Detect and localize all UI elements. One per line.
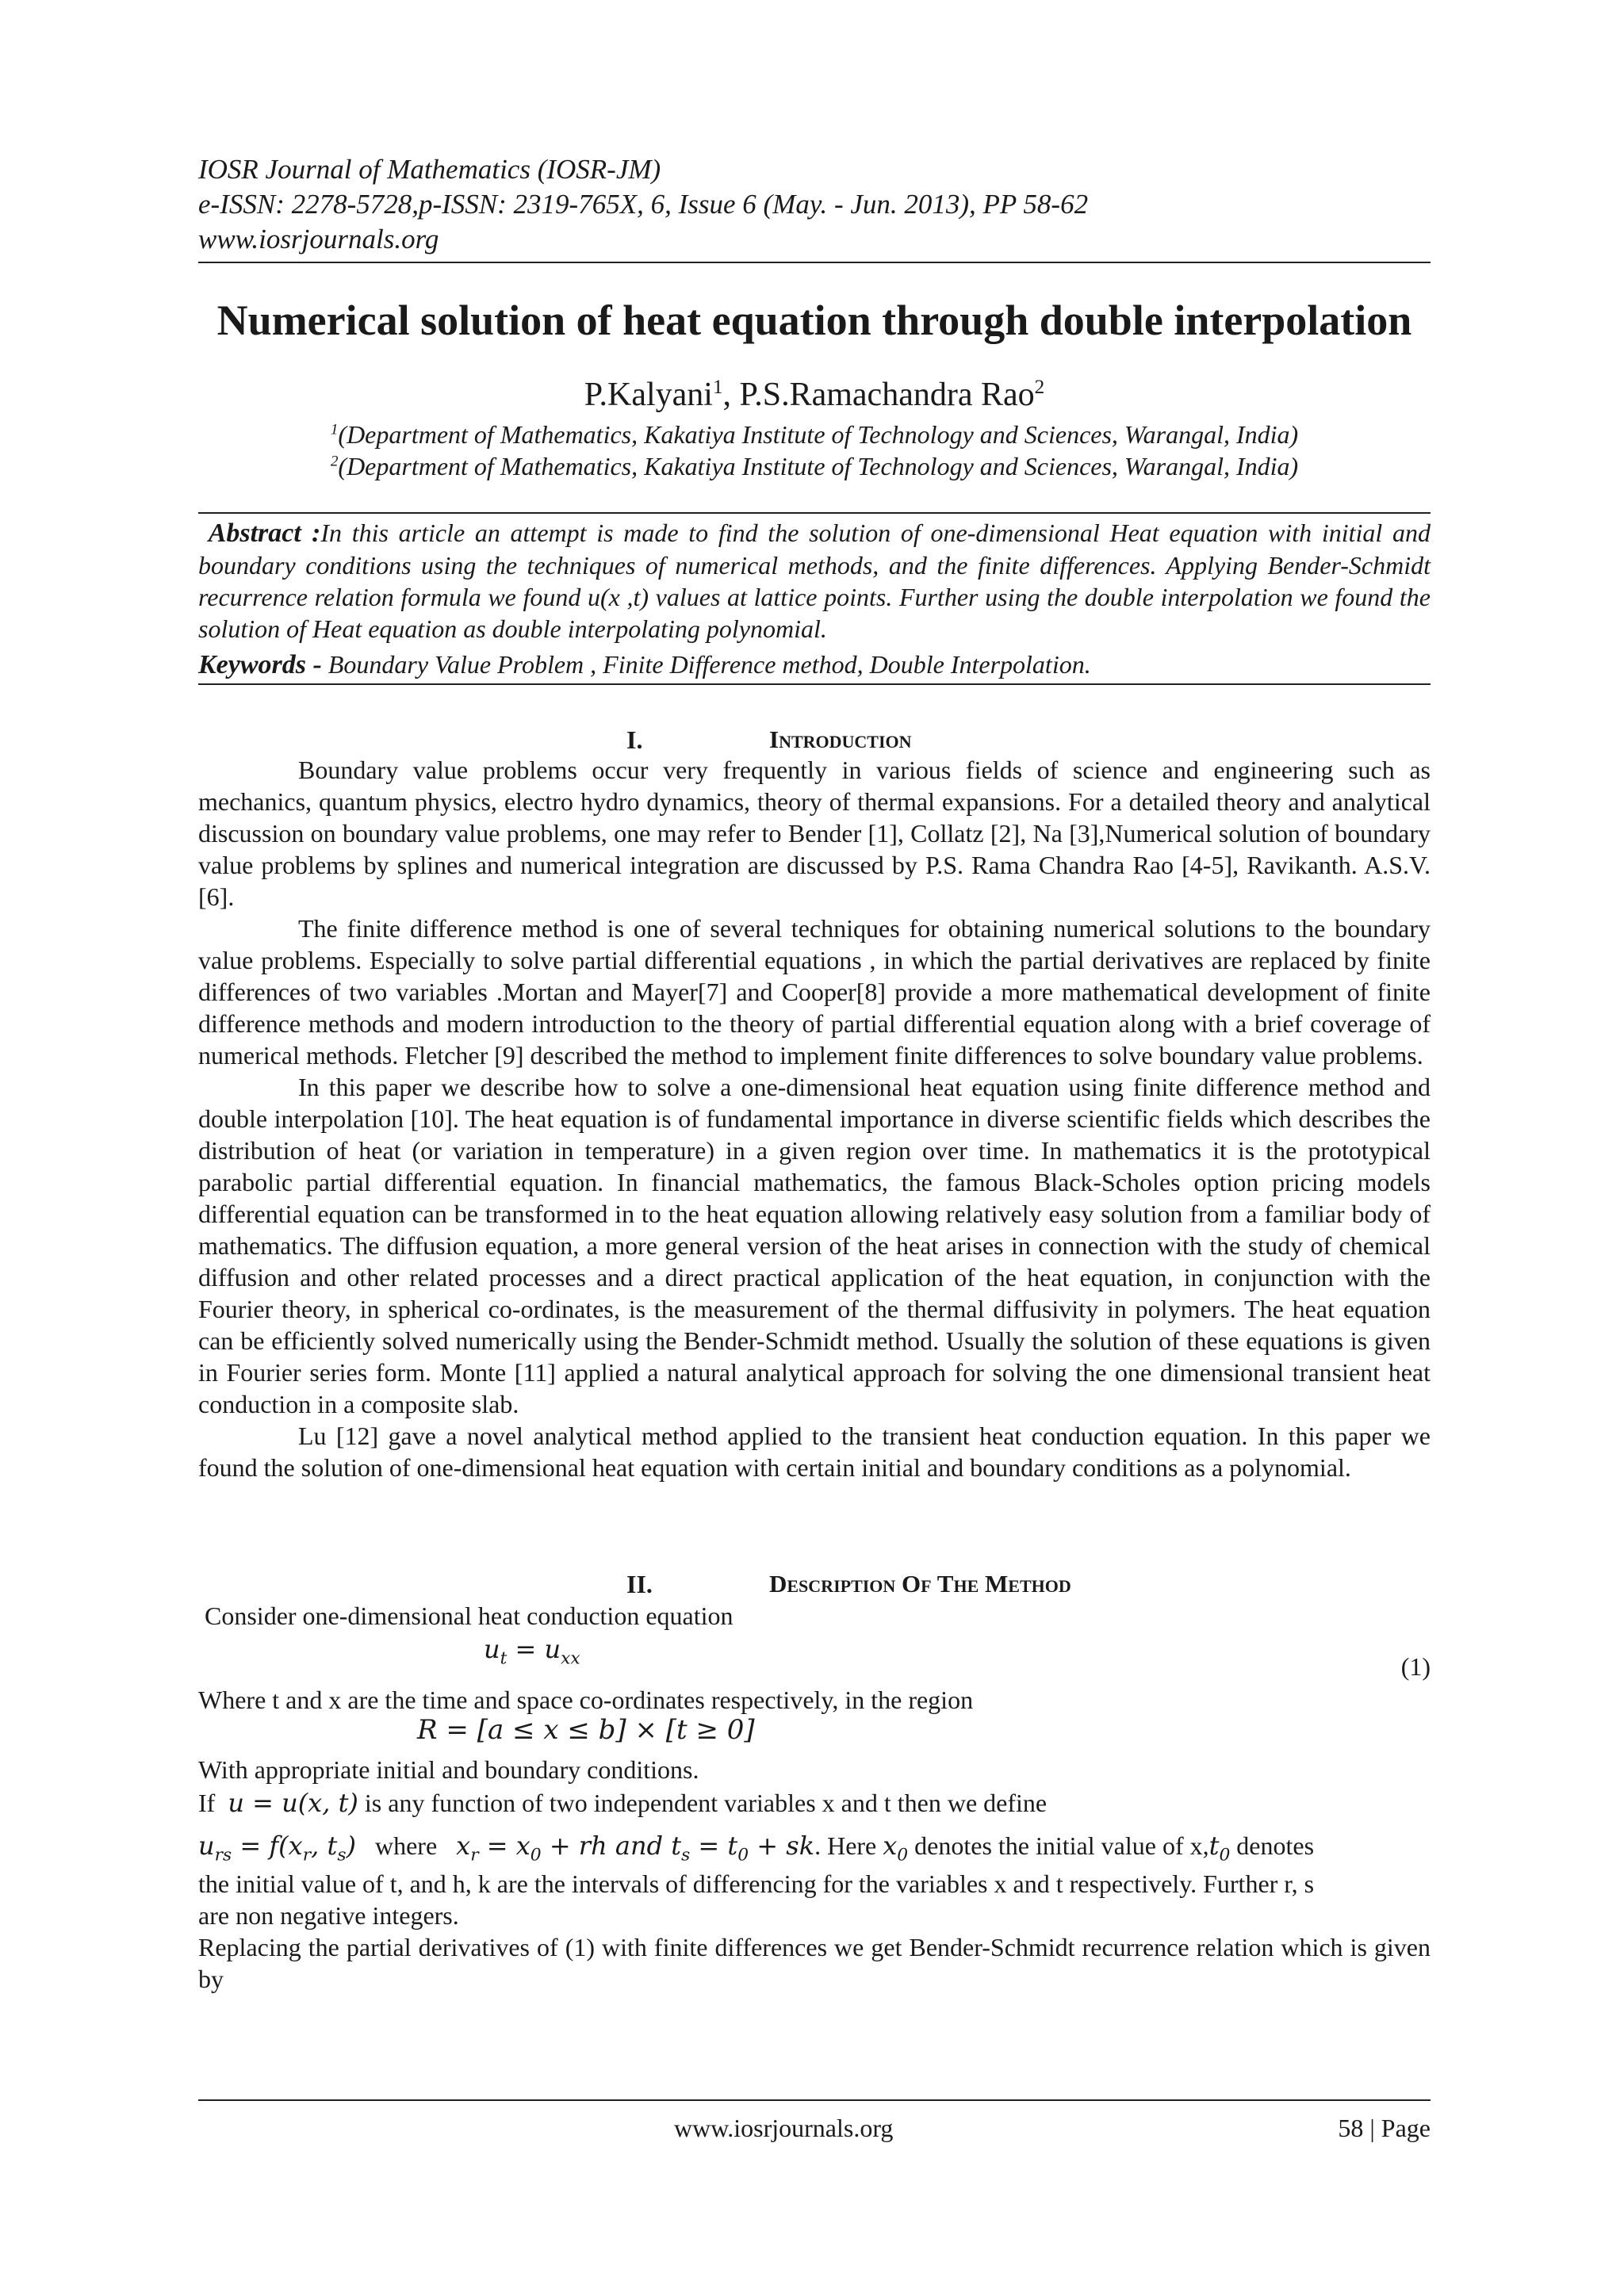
- method-line: [198, 1830, 1431, 1871]
- section-number: II.: [626, 1570, 653, 1598]
- paragraph: In this paper we describe how to solve a one-dimensional heat equation using finite difference method and double interpolation [10]. The heat equation is of fundamental importance in diverse scientific fields which describes the distribution of heat (or variation in temperature) in a given region over time. In mathematics it is the prototypical parabolic partial differential equation. In financial mathematics, the famous Black-Scholes option pricing models differential equation can be transformed in to the heat equation allowing relatively easy solution from a familiar body of mathematics. The diffusion equation, a more general version of the heat arises in connection with the study of chemical diffusion and other related processes and a direct practical application of the heat equation, in conjunction with the Fourier theory, in spherical co-ordinates, is the measurement of the thermal diffusivity in polymers. The heat equation can be efficiently solved numerically using the Bender-Schmidt method. Usually the solution of these equations is given in Fourier series form. Monte [11] applied a natural analytical approach for solving the one dimensional transient heat conduction in a composite slab.: [198, 1073, 1431, 1418]
- method-line: [198, 1931, 1431, 1995]
- abstract-top-rule: [198, 512, 1431, 514]
- urs-definition: $u_{rs} = f(x_r$, $t_s$): [198, 1831, 356, 1866]
- abstract-text: In this article an attempt is made to find the solution of one-dimensional Heat equation with initial and boundary conditions using the techniques of numerical methods, and the finite differences. Applying Bender-Schmidt recurrence relation formula we found u(x ,t) values at lattice points. Further using the double interpolation we found the solution of Heat equation as double interpolating polynomial.: [198, 519, 1431, 643]
- keywords-label: Keywords -: [198, 650, 322, 679]
- affiliation-2-text: (Department of Mathematics, Kakatiya Institute of Technology and Sciences, Warangal, India): [338, 452, 1299, 480]
- method-text: the initial value of t, and h, k are the intervals of differencing for the variables x and t respectively. Further r, s: [198, 1869, 1315, 1898]
- method-line: [198, 1900, 1431, 1931]
- paper-title: Numerical solution of heat equation through double interpolation: [216, 297, 1412, 344]
- affiliation-1-sup: 1: [330, 421, 339, 438]
- method-text: With appropriate initial and boundary conditions.: [198, 1755, 699, 1784]
- method-text: If: [198, 1789, 216, 1817]
- paragraph: Lu [12] gave a novel analytical method applied to the transient heat conduction equation. In this paper we found the solution of one-dimensional heat equation with certain initial and boundary conditions as a polynomial.: [198, 1422, 1431, 1482]
- author-2-sup: 2: [1034, 377, 1045, 398]
- author-line: [198, 374, 1431, 415]
- method-text: are non negative integers.: [198, 1901, 459, 1930]
- paragraph: The finite difference method is one of several techniques for obtaining numerical solutions to the boundary value problems. Especially to solve partial differential equations , in which the partial derivatives are replaced by finite differences of two variables .Mortan and Mayer[7] and Cooper[8] provide a more mathematical development of finite difference methods and modern introduction to the theory of partial differential equation along with a brief coverage of numerical methods. Fletcher [9] described the method to implement finite differences to solve boundary value problems.: [198, 914, 1431, 1070]
- author-separator: ,: [722, 377, 740, 413]
- method-line: [198, 1868, 1431, 1900]
- section-title: Description Of The Method: [769, 1570, 1071, 1598]
- affiliation-1: [198, 419, 1431, 450]
- journal-header: [198, 152, 1431, 257]
- method-text: denotes: [1230, 1831, 1315, 1860]
- method-text: where: [374, 1831, 438, 1860]
- method-text: Consider one-dimensional heat conduction equation: [205, 1601, 733, 1630]
- introduction-body: [198, 754, 1431, 1483]
- t0-symbol: $t_0$: [1208, 1831, 1231, 1866]
- method-text: is any function of two independent variables x and t then we define: [358, 1789, 1048, 1817]
- method-line: [198, 1754, 1431, 1785]
- section-number: I.: [626, 725, 643, 754]
- method-text: . Here: [814, 1831, 877, 1860]
- journal-website: www.iosrjournals.org: [198, 224, 439, 254]
- keywords-text: Boundary Value Problem , Finite Difference method, Double Interpolation.: [321, 650, 1091, 679]
- region-equation: R = [a ≤ x ≤ b] × [t ≥ 0]: [417, 1714, 755, 1746]
- author-1: P.Kalyani: [584, 377, 713, 413]
- method-line: [198, 1600, 1431, 1632]
- author-1-sup: 1: [712, 377, 723, 398]
- method-line: [198, 1787, 1431, 1819]
- paragraph: Boundary value problems occur very frequently in various fields of science and engineering such as mechanics, quantum physics, electro hydro dynamics, theory of thermal expansions. For a detailed theory and analytical discussion on boundary value problems, one may refer to Bender [1], Collatz [2], Na [3],Numerical solution of boundary value problems by splines and numerical integration are discussed by P.S. Rama Chandra Rao [4-5], Ravikanth. A.S.V. [6].: [198, 756, 1431, 911]
- equation-1: $u_t = u_{xx}$: [484, 1634, 580, 1669]
- method-text: Where t and x are the time and space co-ordinates respectively, in the region: [198, 1686, 974, 1714]
- x0-symbol: $x_0$: [883, 1831, 909, 1866]
- keywords: [198, 649, 1431, 681]
- method-text: Replacing the partial derivatives of (1) with finite differences we get Bender-Schmidt recurrence relation which is given by: [198, 1933, 1431, 1993]
- footer-rule: [198, 2099, 1431, 2101]
- affiliation-1-text: (Department of Mathematics, Kakatiya Institute of Technology and Sciences, Warangal, India): [338, 420, 1299, 449]
- page-number: 58 | Page: [1338, 2114, 1431, 2142]
- xr-ts-definition: $x_r = x_0$ + rh and $t_s = t_0$ + sk: [456, 1831, 815, 1866]
- method-text: denotes the initial value of x,: [908, 1831, 1209, 1860]
- header-rule: [198, 262, 1431, 263]
- section-title: Introduction: [769, 725, 912, 753]
- equation-number: (1): [1400, 1652, 1431, 1681]
- abstract: [198, 517, 1431, 645]
- affiliation-2: [198, 450, 1431, 482]
- footer-website: www.iosrjournals.org: [674, 2114, 894, 2142]
- affiliation-2-sup: 2: [330, 453, 339, 470]
- journal-name: IOSR Journal of Mathematics (IOSR-JM): [198, 154, 661, 185]
- abstract-label: Abstract :: [208, 519, 321, 548]
- author-2: P.S.Ramachandra Rao: [739, 377, 1035, 413]
- u-definition: u = u(x, t): [228, 1788, 358, 1818]
- method-line: [198, 1684, 1431, 1716]
- journal-issn: e-ISSN: 2278-5728,p-ISSN: 2319-765X, 6, Issue 6 (May. - Jun. 2013), PP 58-62: [198, 189, 1089, 220]
- abstract-bottom-rule: [198, 683, 1431, 685]
